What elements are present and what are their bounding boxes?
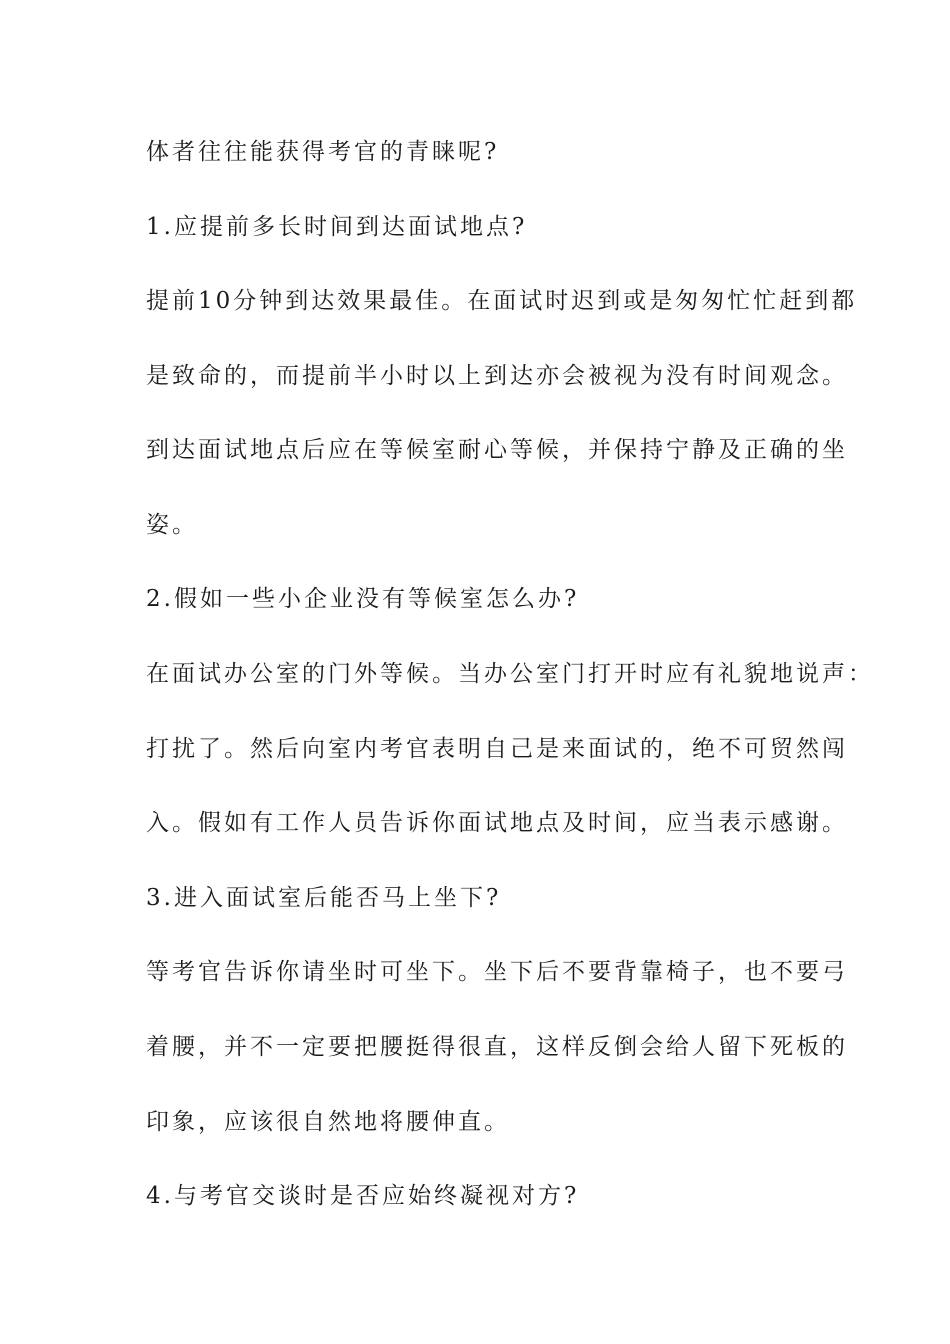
paragraph-line: 姿。 [146, 512, 198, 538]
paragraph-line: 到达面试地点后应在等候室耐心等候，并保持宁静及正确的坐 [146, 437, 848, 463]
paragraph-line: 提前10分钟到达效果最佳。在面试时迟到或是匆匆忙忙赶到都 [146, 288, 858, 314]
paragraph-line: 入。假如有工作人员告诉你面试地点及时间，应当表示感谢。 [146, 810, 848, 836]
question-heading: 2.假如一些小企业没有等候室怎么办? [146, 586, 580, 612]
paragraph-line: 体者往往能获得考官的青睐呢? [146, 139, 500, 165]
question-heading: 3.进入面试室后能否马上坐下? [146, 885, 502, 911]
paragraph-line: 在面试办公室的门外等候。当办公室门打开时应有礼貌地说声： [146, 661, 874, 687]
paragraph-line: 印象，应该很自然地将腰伸直。 [146, 1109, 510, 1135]
paragraph-line: 是致命的，而提前半小时以上到达亦会被视为没有时间观念。 [146, 363, 848, 389]
paragraph-line: 等考官告诉你请坐时可坐下。坐下后不要背靠椅子，也不要弓 [146, 959, 848, 985]
paragraph-line: 打扰了。然后向室内考官表明自己是来面试的，绝不可贸然闯 [146, 736, 848, 762]
question-heading: 4.与考官交谈时是否应始终凝视对方? [146, 1183, 580, 1209]
question-heading: 1.应提前多长时间到达面试地点? [146, 214, 528, 240]
paragraph-line: 着腰，并不一定要把腰挺得很直，这样反倒会给人留下死板的 [146, 1034, 848, 1060]
